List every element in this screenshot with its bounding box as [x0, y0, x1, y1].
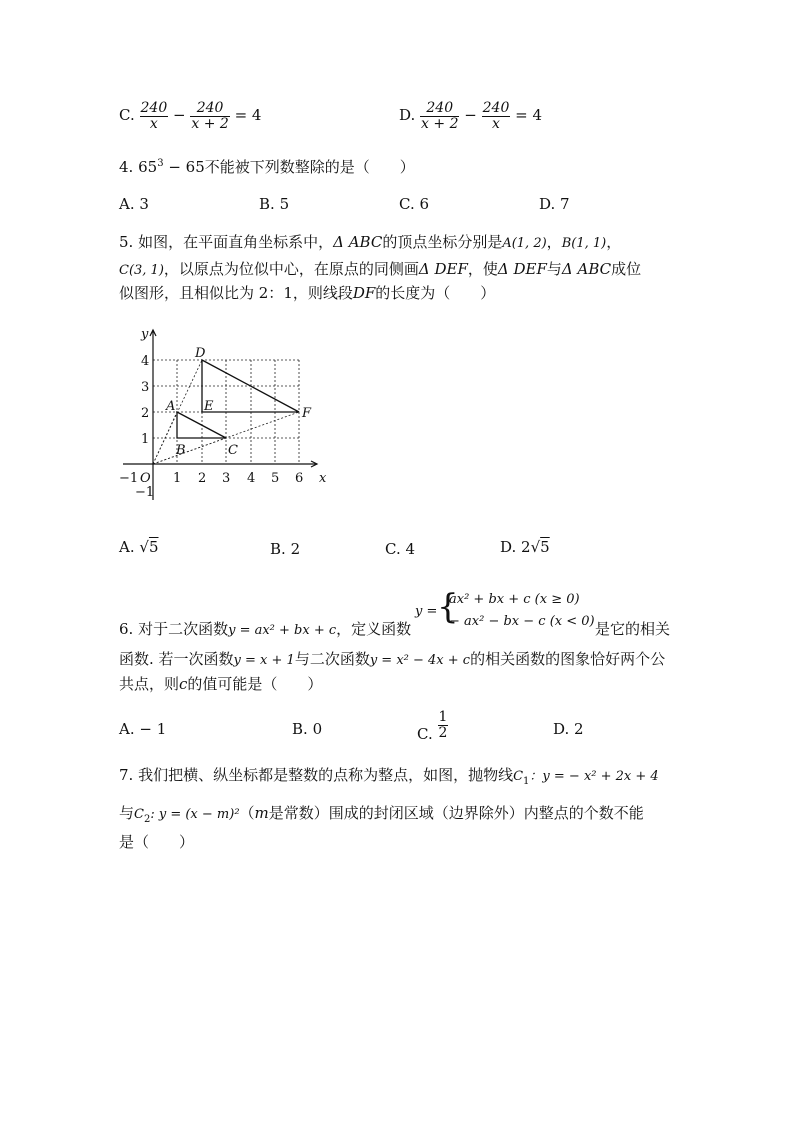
x-tick-label: 6 — [295, 471, 304, 486]
q7-line1: 7. 我们把横、纵坐标都是整数的点称为整点，如图，抛物线$C_1$：y = − x² + 2x + 4 — [119, 766, 659, 787]
point-a-label: A — [166, 399, 176, 414]
x-tick-label: −1 — [119, 471, 139, 486]
power-exponent: 3 — [157, 158, 164, 169]
sqrt-sign: √ — [139, 538, 149, 556]
triangle-abc — [177, 412, 226, 438]
point-f-label: F — [302, 406, 312, 421]
y-tick-label: 3 — [141, 380, 150, 395]
minus-sign: − — [173, 106, 186, 125]
axis-labels — [119, 327, 327, 500]
q6-line1-end: 是它的相关 — [595, 620, 671, 638]
numerator: 240 — [190, 101, 229, 117]
y-tick-label: −1 — [135, 485, 155, 500]
curve-c2-equation: : y = (x − m)² — [150, 807, 240, 822]
q5-line2: C(3, 1)，以原点为位似中心，在原点的同侧画Δ DEF，使Δ DEF与Δ ABC成位 — [119, 260, 642, 278]
y-tick-label: 4 — [141, 354, 150, 369]
axes — [123, 330, 317, 500]
denominator: x — [492, 115, 500, 132]
point-d-label: D — [195, 346, 206, 361]
q5-line1: 5. 如图，在平面直角坐标系中，Δ ABC的顶点坐标分别是A(1, 2)，B(1, 1)， — [119, 233, 622, 251]
q7-line3: 是（ ） — [119, 833, 195, 851]
numerator: 240 — [420, 101, 459, 117]
option-label: D. — [399, 106, 416, 125]
q5-option-c: C. 4 — [385, 540, 416, 558]
point-a-coord: A(1, 2) — [502, 236, 547, 251]
q5-option-a: A. √5 — [119, 538, 159, 556]
left-brace: { — [437, 587, 459, 627]
q4-option-a: A. 3 — [119, 195, 149, 213]
numerator: 240 — [140, 100, 168, 116]
fraction — [190, 101, 229, 131]
q6-option-b: B. 0 — [292, 720, 323, 738]
piecewise-case-1: ax² + bx + c (x ≥ 0) — [449, 592, 580, 607]
q6-line3: 共点，则c的值可能是（ ） — [119, 675, 323, 693]
x-axis-label: x — [319, 471, 327, 486]
fraction — [140, 101, 169, 131]
x-tick-label: 1 — [173, 471, 182, 486]
linear-function: y = x + 1 — [233, 653, 295, 668]
x-tick-label: 5 — [271, 471, 280, 486]
coordinate-figure — [115, 320, 335, 505]
denominator: x + 2 — [421, 115, 459, 132]
y-tick-label: 1 — [141, 432, 150, 447]
x-tick-label: 2 — [198, 471, 207, 486]
quadratic-function-2: y = x² − 4x + c — [369, 653, 471, 668]
q5-option-d: D. 2√5 — [500, 538, 550, 556]
q7-line2: 与$C_2$: y = (x − m)²（m是常数）围成的封闭区域（边界除外）内整点的个数不能 — [119, 804, 644, 825]
sqrt-sign: √ — [530, 538, 541, 556]
triangle-def — [202, 360, 299, 412]
quadratic-function: y = ax² + bx + c — [228, 623, 337, 638]
q6-option-c: C. $\frac{1}{2}$ — [417, 709, 448, 744]
q6-option-d: D. 2 — [553, 720, 584, 738]
q3-option-d — [399, 101, 542, 131]
x-tick-label: 4 — [247, 471, 256, 486]
power-base: 65 — [138, 158, 158, 176]
point-labels — [165, 346, 312, 458]
piecewise-y: y = — [415, 604, 438, 619]
point-e-label: E — [204, 399, 214, 414]
q4-option-c: C. 6 — [399, 195, 430, 213]
curve-c1: C — [513, 769, 524, 784]
q6-line2: 函数. 若一次函数y = x + 1与二次函数y = x² − 4x + c的相关函数的图象恰好两个公 — [119, 650, 666, 668]
point-c-label: C — [228, 443, 238, 458]
q4-stem — [119, 156, 415, 177]
segment-df: DF — [352, 284, 376, 302]
minus-term: − 65 — [168, 158, 205, 176]
curve-c2: C — [134, 807, 144, 822]
numerator: 240 — [482, 100, 510, 116]
piecewise-case-2: − ax² − bx − c (x < 0) — [449, 614, 595, 629]
denominator: x — [149, 115, 158, 132]
curve-c1-equation: ：y = − x² + 2x + 4 — [529, 769, 659, 784]
fraction: $\frac{1}{2}$ — [438, 709, 448, 741]
fraction — [420, 101, 459, 131]
triangles — [177, 360, 299, 438]
point-b-coord: B(1, 1) — [561, 236, 607, 251]
fraction — [482, 101, 511, 131]
equation-rhs: = 4 — [234, 106, 262, 125]
point-b-label: B — [176, 443, 186, 458]
question-text: 不能被下列数整除的是（ ） — [204, 158, 415, 176]
y-axis-label: y — [141, 327, 149, 342]
q6-option-a: A. − 1 — [119, 720, 167, 738]
point-c-coord: C(3, 1) — [119, 263, 164, 278]
equation-rhs: = 4 — [515, 106, 543, 125]
q4-option-b: B. 5 — [259, 195, 290, 213]
option-label: C. — [119, 106, 135, 125]
q4-option-d: D. 7 — [539, 195, 570, 213]
denominator: x + 2 — [191, 115, 229, 132]
minus-sign: − — [464, 106, 477, 125]
triangle-abc: Δ ABC — [333, 233, 383, 251]
origin-label: O — [140, 471, 151, 486]
q6-line1-start: 6. 对于二次函数y = ax² + bx + c，定义函数 — [119, 620, 412, 638]
q3-option-c — [119, 101, 261, 131]
q5-option-b: B. 2 — [270, 540, 301, 558]
x-tick-label: 3 — [222, 471, 231, 486]
y-tick-label: 2 — [141, 406, 150, 421]
q5-line3: 似图形，且相似比为 2：1，则线段DF的长度为（ ） — [119, 284, 496, 302]
question-number: 4. — [119, 158, 134, 176]
